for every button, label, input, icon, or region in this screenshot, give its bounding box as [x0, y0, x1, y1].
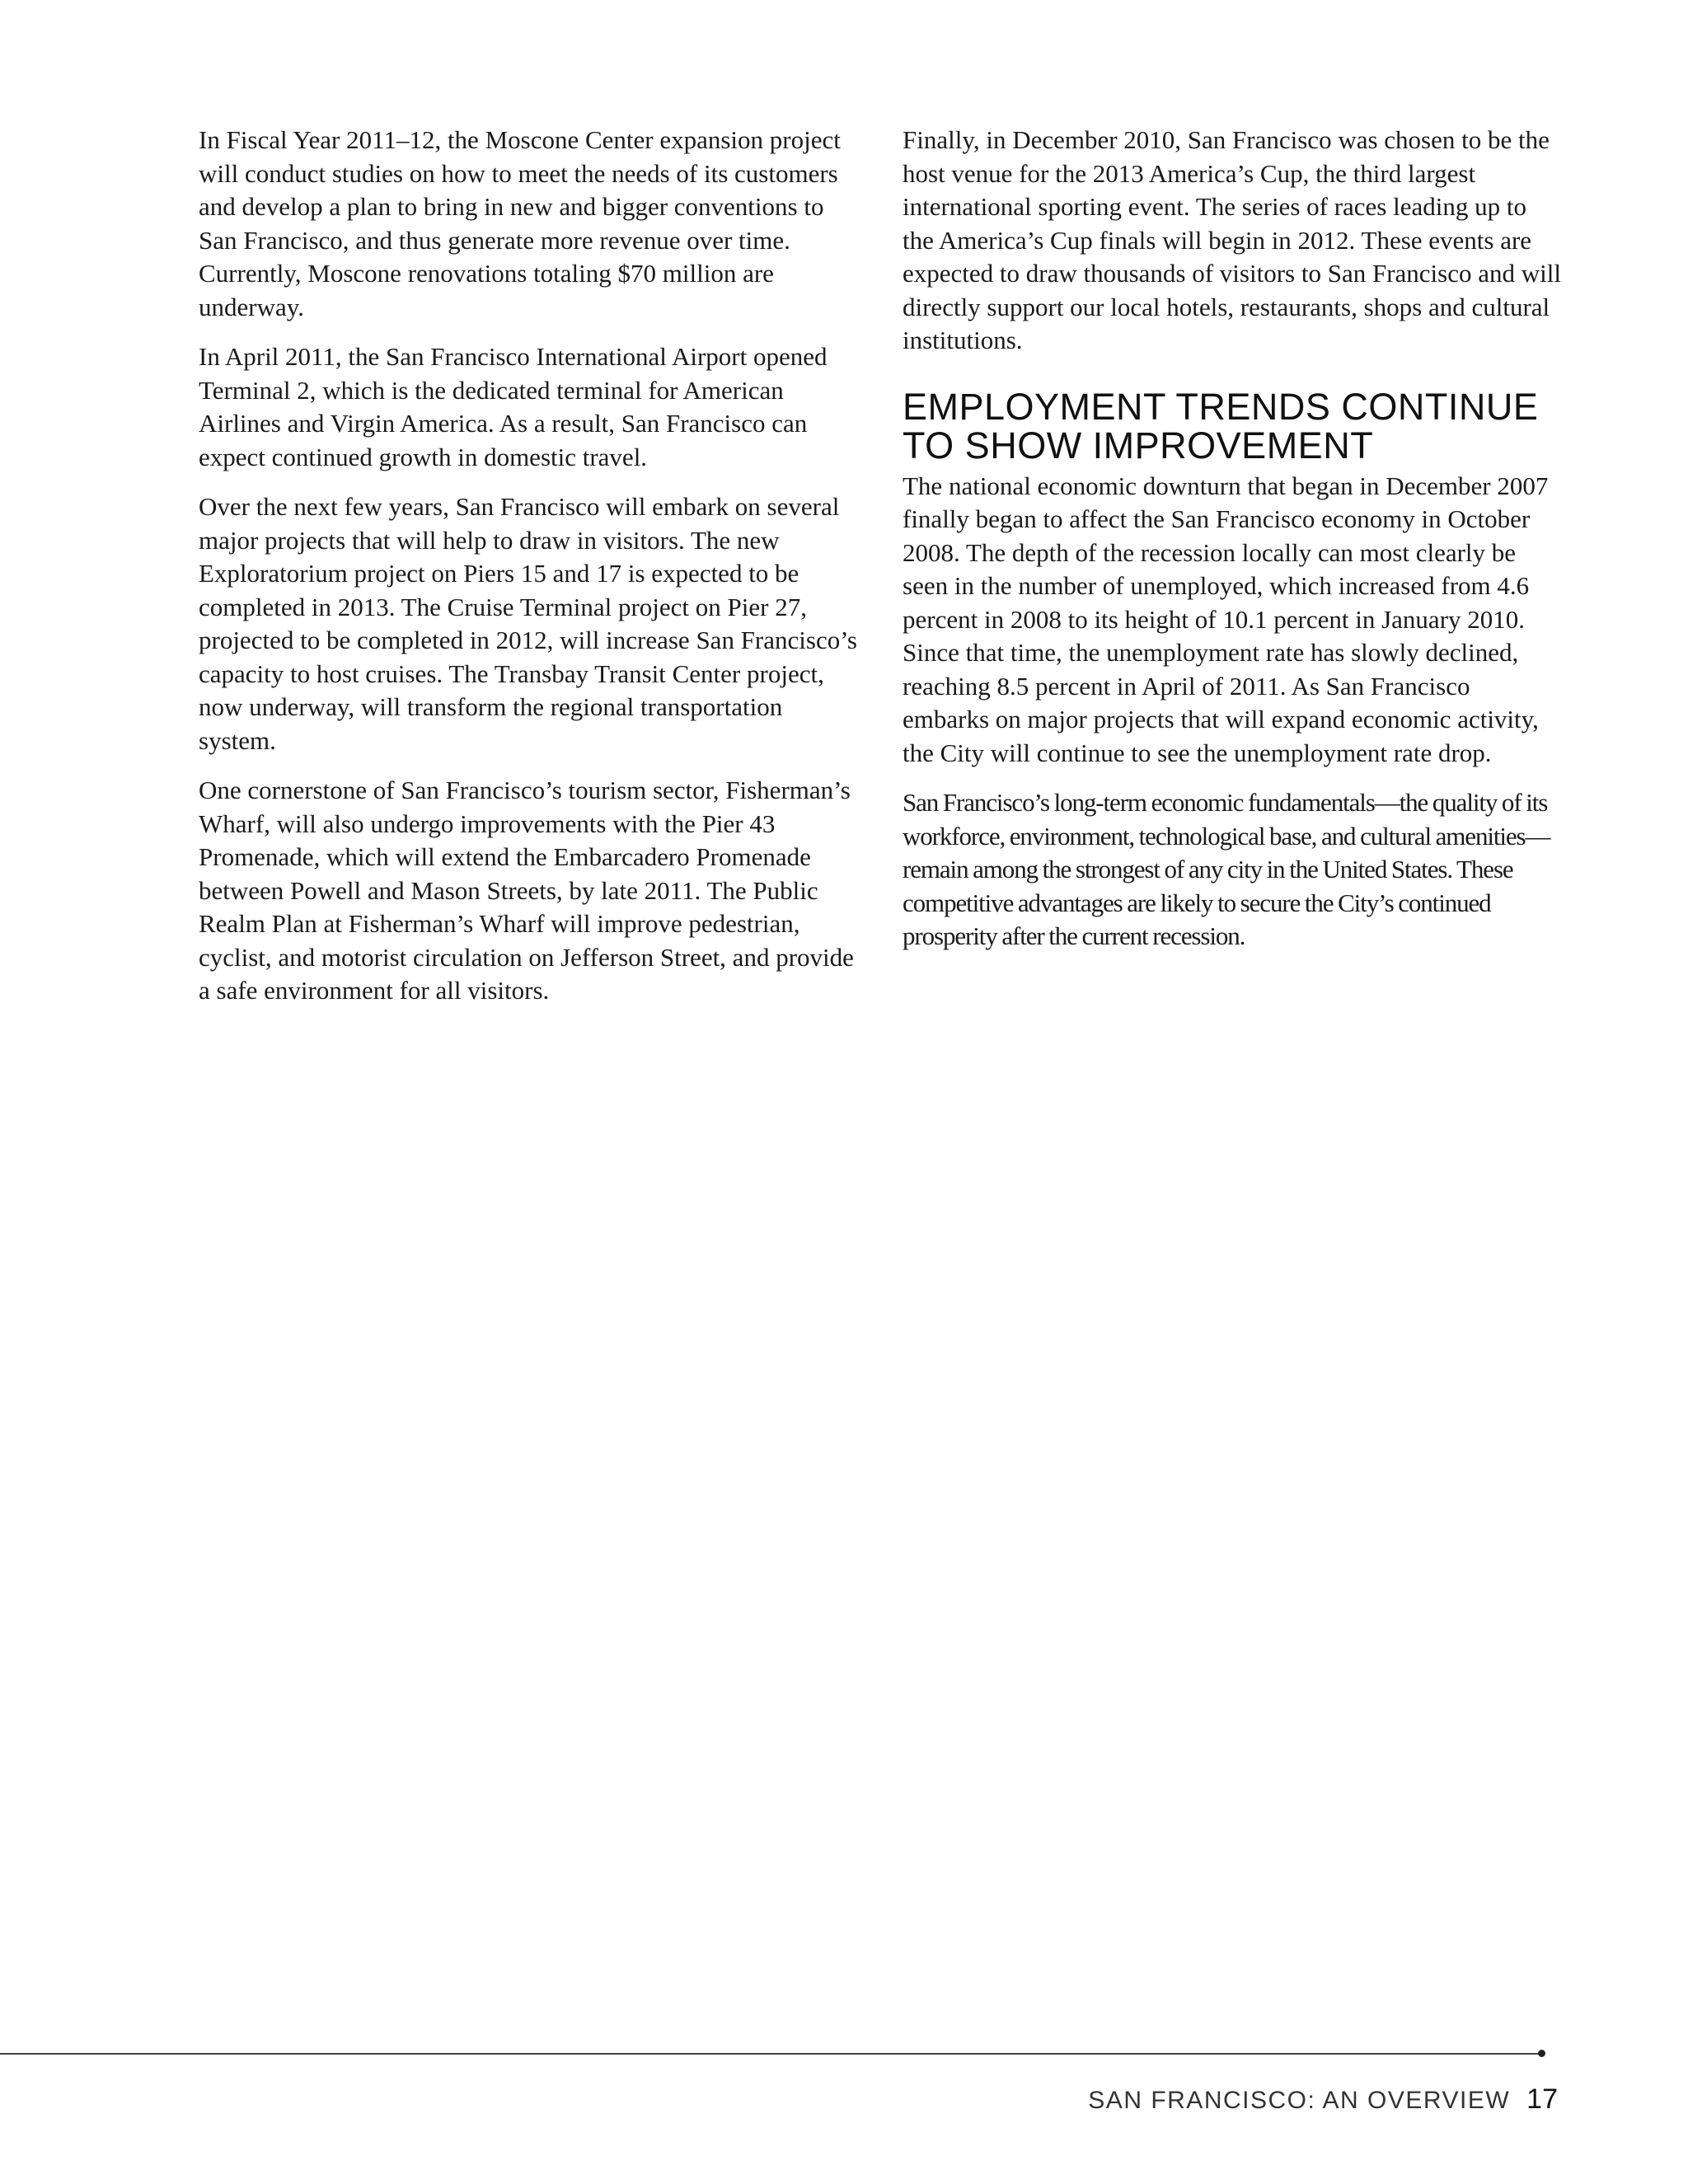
- paragraph-major-projects: Over the next few years, San Francisco will embark on several major projects that will help to draw in visitors. The new Exploratorium project on Piers 15 and 17 is expected to be completed in 2013. The Cruise Terminal project on Pier 27, projected to be completed in 2012, will increase San Francisco’s capacity to host cruises. The Transbay Transit Center project, now underway, will transform the regional transportation system.: [199, 492, 857, 755]
- footer-rule: [0, 2053, 1543, 2055]
- footer-rule-end-dot: [1538, 2050, 1545, 2057]
- section-heading-employment-trends: EMPLOYMENT TRENDS CONTINUE TO SHOW IMPROVEMENT: [903, 385, 1539, 466]
- page-footer: [1088, 2083, 1558, 2116]
- paragraph-economic-fundamentals: San Francisco’s long-term economic fundamentals—the quality of its workforce, environment, technological base, and cultural amenities—remain among the strongest of any city in the United States. These competitive advantages are likely to secure the City’s continued prosperity after the current recession.: [903, 788, 1550, 950]
- paragraph-americas-cup: Finally, in December 2010, San Francisco was chosen to be the host venue for the 2013 America’s Cup, the third largest international sporting event. The series of races leading up to the America’s Cup finals will begin in 2012. These events are expected to draw thousands of visitors to San Francisco and will directly support our local hotels, restaurants, shops and cultural institutions.: [903, 125, 1561, 354]
- page-number: 17: [1526, 2083, 1558, 2115]
- right-column: [903, 124, 1562, 970]
- paragraph-moscone-center: In Fiscal Year 2011–12, the Moscone Center expansion project will conduct studies on how to meet the needs of its customers and develop a plan to bring in new and bigger conventions to San Francisco, and thus generate more revenue over time. Currently, Moscone renovations totaling $70 million are underway.: [199, 125, 841, 321]
- paragraph-fishermans-wharf: One cornerstone of San Francisco’s tourism sector, Fisherman’s Wharf, will also undergo improvements with the Pier 43 Promenade, which will extend the Embarcadero Promenade between Powell and Mason Streets, by late 2011. The Public Realm Plan at Fisherman’s Wharf will improve pedestrian, cyclist, and motorist circulation on Jefferson Street, and provide a safe environment for all visitors.: [199, 776, 854, 1005]
- paragraph-airport-terminal: In April 2011, the San Francisco International Airport opened Terminal 2, which is the dedicated terminal for American Airlines and Virgin America. As a result, San Francisco can expect continued growth in domestic travel.: [199, 342, 828, 471]
- left-column: [199, 124, 858, 1024]
- footer-document-title: SAN FRANCISCO: AN OVERVIEW: [1088, 2087, 1511, 2114]
- paragraph-economic-downturn: The national economic downturn that began in December 2007 finally began to affect the San Francisco economy in October 2008. The depth of the recession locally can most clearly be seen in the number of unemployed, which increased from 4.6 percent in 2008 to its height of 10.1 percent in January 2010. Since that time, the unemployment rate has slowly declined, reaching 8.5 percent in April of 2011. As San Francisco embarks on major projects that will expand economic activity, the City will continue to see the unemployment rate drop.: [903, 471, 1549, 767]
